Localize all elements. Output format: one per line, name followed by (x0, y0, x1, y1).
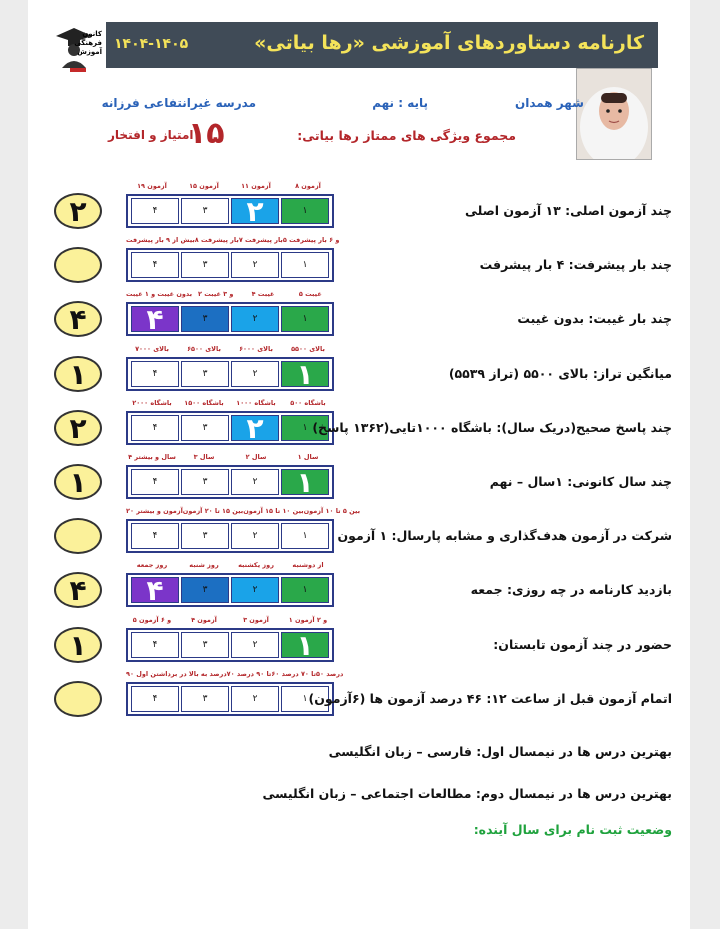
scale-cell: ۳ (181, 415, 229, 441)
criterion-question: حضور در چند آزمون تابستان: (493, 637, 672, 652)
scale-cell: ۴ (131, 686, 179, 712)
scale-cell: ۱ (281, 198, 329, 224)
criterion-question: چند پاسخ صحیح(دریک سال): باشگاه ۱۰۰۰تایی(۱۳۶۲ پاسخ) (312, 420, 672, 435)
score-scale (126, 302, 334, 336)
scale-cell: ۳ (181, 469, 229, 495)
scale-labels (126, 561, 334, 569)
title-banner (106, 22, 658, 68)
scale-label: بین ۱۰ تا ۱۵ آزمون (243, 507, 304, 515)
total-unit: امتیاز و افتخار (108, 128, 194, 142)
criterion-question: بازدید کارنامه در چه روزی: جمعه (470, 582, 672, 597)
score-circle (54, 681, 102, 717)
scale-label: ۲ و ۳ غیبت (198, 290, 234, 298)
scale-cell: ۲ (231, 361, 279, 387)
scale-label: ۸ بار پیشرفت (194, 236, 239, 244)
scale-label: بالای ۶۵۰۰ (187, 345, 221, 353)
grade-label: پایه : نهم (372, 96, 428, 110)
scale-cell: ۱ (281, 523, 329, 549)
score-circle: ۱ (54, 356, 102, 392)
scale-cell: ۱ (281, 632, 329, 658)
scale-label: ۱ سال (297, 453, 319, 461)
total-score: ۱۵ (188, 116, 225, 151)
score-circle (54, 518, 102, 554)
best-lessons-first-term: بهترین درس ها در نیمسال اول: فارسی – زبان انگلیسی (328, 744, 672, 759)
scale-label: ۵ غیبت (298, 290, 322, 298)
report-card-page (28, 0, 690, 929)
score-scale (126, 465, 334, 499)
scale-label: ۶۰ تا ۷۰ درصد (271, 670, 317, 678)
scale-labels (126, 236, 340, 244)
scale-cell: ۱ (281, 577, 329, 603)
scale-label: ۷۰ تا ۹۰ درصد (226, 670, 272, 678)
scale-label: ۱۹ آزمون (137, 182, 167, 190)
scale-labels (126, 290, 334, 298)
best-lessons-second-term: بهترین درس ها در نیمسال دوم: مطالعات اجتماعی – زبان انگلیسی (262, 786, 672, 801)
scale-cell: ۳ (181, 577, 229, 603)
criterion-question: چند بار پیشرفت: ۴ بار پیشرفت (479, 257, 672, 272)
scale-labels (126, 670, 344, 678)
scale-cell: ۱ (281, 415, 329, 441)
scale-cell: ۳ (181, 686, 229, 712)
scale-label: باشگاه ۱۰۰۰ (236, 399, 276, 407)
scale-cell: ۲ (231, 686, 279, 712)
scale-cell: ۴ (131, 632, 179, 658)
scale-label: بین ۱۵ تا ۲۰ آزمون (182, 507, 244, 515)
scale-cell: ۱ (281, 469, 329, 495)
scale-label: روز جمعه (136, 561, 168, 569)
scale-label: ۲۰ آزمون و بیشتر (126, 507, 183, 515)
scale-cell: ۲ (231, 577, 279, 603)
score-circle (54, 247, 102, 283)
scale-label: ۴ آزمون (191, 616, 217, 624)
scale-cell: ۳ (181, 198, 229, 224)
academic-year: ۱۴۰۴-۱۴۰۵ (114, 36, 189, 52)
scale-cell: ۳ (181, 361, 229, 387)
scale-label: ۴ غیبت (251, 290, 275, 298)
scale-cell: ۴ (131, 415, 179, 441)
scale-cell: ۲ (231, 632, 279, 658)
score-scale (126, 628, 334, 662)
score-scale (126, 357, 334, 391)
criterion-question: میانگین تراز: بالای ۵۵۰۰ (تراز ۵۵۳۹) (448, 366, 672, 381)
scale-cell: ۴ (131, 577, 179, 603)
scale-cell: ۱ (281, 306, 329, 332)
scale-label: ۳ سال (193, 453, 215, 461)
scale-label: باشگاه ۵۰۰ (290, 399, 326, 407)
report-title: کارنامه دستاوردهای آموزشی «رها بیاتی» (254, 32, 644, 54)
scale-cell: ۲ (231, 469, 279, 495)
scale-label: ۹۰ درصد به بالا در برداشتن اول (126, 670, 227, 678)
registration-status: وضعیت ثبت نام برای سال آینده: (473, 822, 672, 837)
criterion-question: چند بار غیبت: بدون غیبت (517, 311, 672, 326)
scale-label: ۷ بار پیشرفت (238, 236, 283, 244)
scale-label: ۸ آزمون (295, 182, 321, 190)
score-scale (126, 682, 334, 716)
logo-text-1: کانون (82, 30, 102, 38)
score-scale (126, 519, 334, 553)
scale-label: ۱ و ۲ آزمون (288, 616, 328, 624)
scale-cell: ۱ (281, 252, 329, 278)
scale-cell: ۱ (281, 361, 329, 387)
kanoon-logo (50, 22, 106, 84)
scale-labels (126, 507, 361, 515)
score-scale (126, 411, 334, 445)
logo-text-3: آموزش (77, 48, 102, 56)
scale-cell: ۱ (281, 686, 329, 712)
scale-cell: ۴ (131, 523, 179, 549)
scale-cell: ۴ (131, 361, 179, 387)
scale-labels (126, 616, 334, 624)
scale-cell: ۴ (131, 198, 179, 224)
scale-label: ۴ سال و بیشتر (128, 453, 176, 461)
score-circle: ۱ (54, 627, 102, 663)
total-label: مجموع ویژگی های ممتاز رها بیاتی: (297, 128, 516, 143)
scale-label: روز یکشنبه (238, 561, 274, 569)
criterion-question: اتمام آزمون قبل از ساعت ۱۲: ۴۶ درصد آزمون ها (۶آزمون) (308, 691, 672, 706)
score-circle: ۲ (54, 193, 102, 229)
scale-label: بین ۵ تا ۱۰ آزمون (303, 507, 361, 515)
scale-cell: ۲ (231, 306, 279, 332)
scale-label: بالای ۵۵۰۰ (291, 345, 325, 353)
scale-label: باشگاه ۱۵۰۰ (184, 399, 224, 407)
scale-cell: ۴ (131, 252, 179, 278)
scale-label: بدون غیبت و ۱ غیبت (126, 290, 193, 298)
scale-label: ۲ سال (245, 453, 267, 461)
scale-label: روز شنبه (189, 561, 219, 569)
scale-label: بالای ۷۰۰۰ (135, 345, 169, 353)
school-label: مدرسه غیرانتفاعی فرزانه (101, 96, 256, 110)
scale-cell: ۳ (181, 632, 229, 658)
scale-cell: ۲ (231, 198, 279, 224)
scale-cell: ۲ (231, 523, 279, 549)
scale-label: ۵ و ۶ آزمون (132, 616, 172, 624)
student-photo (576, 68, 652, 160)
city-label: شهر همدان (514, 96, 584, 110)
scale-labels (126, 345, 334, 353)
scale-label: بیش از ۹ بار پیشرفت (126, 236, 195, 244)
criterion-question: چند سال کانونی: ۱سال – نهم (489, 474, 672, 489)
score-scale (126, 248, 334, 282)
scale-label: ۳ آزمون (243, 616, 269, 624)
score-circle: ۴ (54, 301, 102, 337)
score-circle: ۴ (54, 572, 102, 608)
scale-label: ۱۵ آزمون (189, 182, 219, 190)
scale-label: ۵ و ۶ بار پیشرفت (282, 236, 340, 244)
scale-cell: ۲ (231, 252, 279, 278)
logo-text-2: فرهنگی (74, 39, 102, 47)
scale-labels (126, 182, 334, 190)
criterion-question: شرکت در آزمون هدف‌گذاری و مشابه پارسال: ۱ آزمون (337, 528, 672, 543)
scale-label: بالای ۶۰۰۰ (239, 345, 273, 353)
scale-cell: ۴ (131, 469, 179, 495)
scale-cell: ۳ (181, 252, 229, 278)
scale-label: ۵۰ درصد (316, 670, 344, 678)
score-scale (126, 194, 334, 228)
criterion-question: چند آزمون اصلی: ۱۳ آزمون اصلی (464, 203, 672, 218)
scale-label: باشگاه ۲۰۰۰ (132, 399, 172, 407)
score-circle: ۲ (54, 410, 102, 446)
scale-label: ۱۱ آزمون (241, 182, 271, 190)
score-circle: ۱ (54, 464, 102, 500)
scale-cell: ۳ (181, 523, 229, 549)
scale-labels (126, 399, 334, 407)
scale-cell: ۲ (231, 415, 279, 441)
scale-cell: ۴ (131, 306, 179, 332)
score-scale (126, 573, 334, 607)
scale-labels (126, 453, 334, 461)
scale-cell: ۳ (181, 306, 229, 332)
scale-label: از دوشنبه (292, 561, 324, 569)
